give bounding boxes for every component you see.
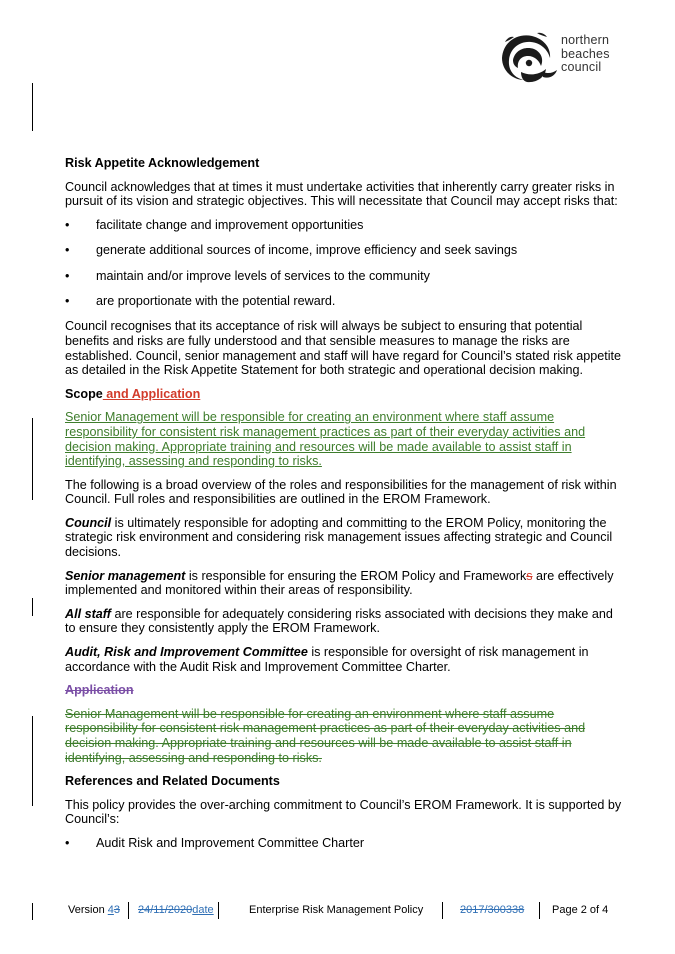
risk-appetite-closing: Council recognises that its acceptance of risk will always be subject to ensuring that potential benefits and risks are fully understood and that sensible measures to manage the risks are established. Council, senior management and staff will have regard for Council’s stated risk appetite as detailed in the Risk Appetite Statement for both strategic and operational decision making. bbox=[65, 319, 622, 378]
inserted-paragraph: Senior Management will be responsible for creating an environment where staff assume responsibility for consistent risk management practices as part of their everyday activities and decision making. Appropriate training and resources will be made available to assist staff in identifying, assessing and responding to risks. bbox=[65, 410, 586, 469]
role-text: is responsible for oversight of risk management in accordance with the Audit Risk and Improvement Committee Charter. bbox=[65, 645, 589, 674]
deleted-heading-text: Application bbox=[65, 683, 134, 698]
section-heading-scope bbox=[65, 387, 625, 402]
risk-appetite-list bbox=[65, 218, 625, 309]
footer-date bbox=[138, 904, 214, 916]
footer-divider bbox=[442, 902, 443, 919]
logo-wordmark bbox=[561, 34, 610, 75]
list-item: • generate additional sources of income, improve efficiency and seek savings bbox=[65, 243, 625, 258]
role-text: is ultimately responsible for adopting and committing to the EROM Policy, monitoring the strategic risk environment and considering risk management issues affecting strategic and Council decisions. bbox=[65, 515, 613, 560]
change-bar bbox=[32, 716, 33, 806]
scope-overview: The following is a broad overview of the roles and responsibilities for the management of risk within Council. Full roles and responsibilities are outlined in the EROM Framework. bbox=[65, 477, 617, 507]
footer-divider bbox=[539, 902, 540, 919]
role-term: All staff bbox=[65, 606, 111, 621]
section-heading-application-deleted bbox=[65, 683, 625, 698]
role-senior-management bbox=[65, 569, 625, 598]
footer-page-number: Page 2 of 4 bbox=[552, 904, 609, 916]
change-bar bbox=[32, 598, 33, 616]
role-text: is responsible for ensuring the EROM Policy and Framework bbox=[185, 568, 527, 583]
version-new: 4 bbox=[107, 904, 114, 916]
date-old: 24/11/2020 bbox=[138, 904, 193, 916]
role-audit-committee bbox=[65, 645, 625, 674]
footer-divider bbox=[128, 902, 129, 919]
footer-divider bbox=[218, 902, 219, 919]
role-term: Council bbox=[65, 515, 112, 530]
inserted-heading-text: and Application bbox=[102, 386, 201, 401]
deleted-text: s bbox=[526, 568, 533, 583]
section-heading-references: References and Related Documents bbox=[65, 774, 280, 789]
footer-title: Enterprise Risk Management Policy bbox=[249, 904, 424, 916]
footer-doc-ref-deleted: 2017/300338 bbox=[460, 904, 525, 916]
role-term: Audit, Risk and Improvement Committee bbox=[65, 645, 308, 660]
list-item: • are proportionate with the potential reward. bbox=[65, 294, 625, 309]
date-new: date bbox=[192, 904, 214, 916]
references-list bbox=[65, 836, 625, 851]
version-old: 3 bbox=[113, 904, 120, 916]
page-footer bbox=[32, 902, 632, 922]
role-text: are responsible for adequately considering risks associated with decisions they make and to ensure they consistently apply the EROM Framework. bbox=[65, 606, 613, 636]
role-council bbox=[65, 516, 625, 560]
logo-line: council bbox=[561, 60, 602, 74]
logo-line: northern bbox=[561, 33, 610, 47]
risk-appetite-intro: Council acknowledges that at times it must undertake activities that inherently carry greater risks in pursuit of its vision and strategic objectives. This will necessitate that Council may accept risks that: bbox=[65, 179, 618, 209]
scope-heading-text: Scope bbox=[65, 386, 103, 401]
deleted-paragraph: Senior Management will be responsible for creating an environment where staff assume responsibility for consistent risk management practices as part of their everyday activities and decision making. Appropriate training and resources will be made available to assist staff in identifying, assessing and responding to risks. bbox=[65, 706, 586, 765]
list-item: • facilitate change and improvement opportunities bbox=[65, 218, 625, 233]
document-body bbox=[65, 156, 625, 861]
list-item: • maintain and/or improve levels of services to the community bbox=[65, 269, 625, 284]
change-bar bbox=[32, 83, 33, 131]
references-intro: This policy provides the over-arching commitment to Council’s EROM Framework. It is supported by Council’s: bbox=[65, 797, 622, 827]
role-all-staff bbox=[65, 607, 625, 636]
change-bar bbox=[32, 418, 33, 500]
section-heading-risk-appetite: Risk Appetite Acknowledgement bbox=[65, 156, 260, 170]
logo-line: beaches bbox=[561, 46, 610, 61]
version-label: Version bbox=[68, 904, 108, 916]
role-text: are effectively implemented and monitored within their areas of responsibility. bbox=[65, 568, 614, 598]
role-term: Senior management bbox=[65, 568, 186, 583]
footer-version bbox=[68, 904, 120, 916]
list-item: • Audit Risk and Improvement Committee Charter bbox=[65, 836, 625, 851]
